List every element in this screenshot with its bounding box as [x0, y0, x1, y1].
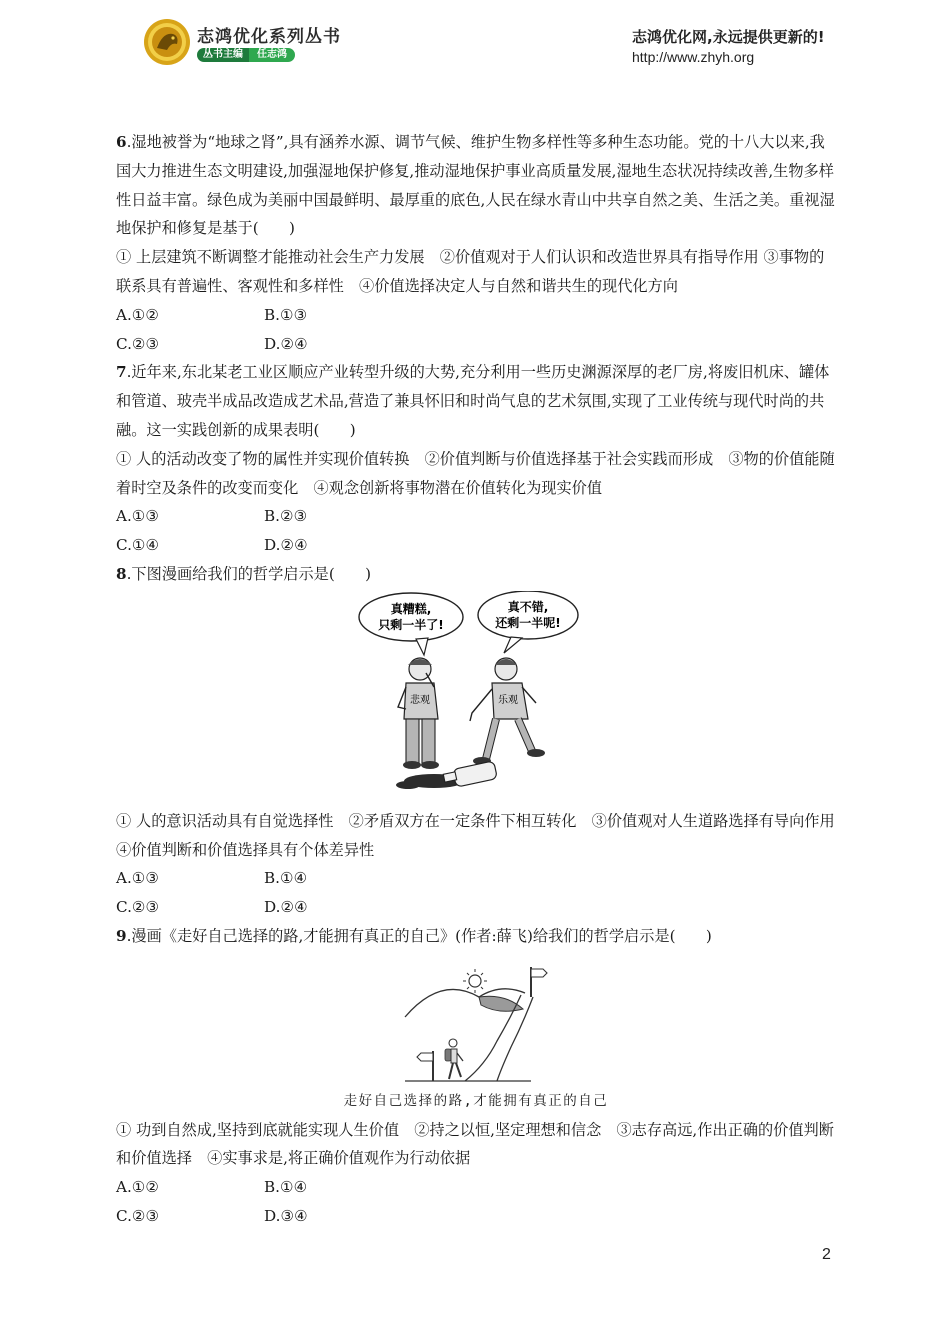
option-d: D.②④	[264, 334, 308, 353]
question-8-statements: ① 人的意识活动具有自觉选择性 ②矛盾双方在一定条件下相互转化 ③价值观对人生道路选择有导向作用 ④价值判断和价值选择具有个体差异性	[116, 811, 850, 859]
left-bubble-line2: 只剩一半了!	[378, 617, 444, 632]
question-7-stem: 7.近年来,东北某老工业区顺应产业转型升级的大势,充分利用一些历史渊源深厚的老厂房,将废旧机床、罐体和管道、玻壳半成品改造成艺术品,营造了兼具怀旧和时尚气息的艺术氛围,实现了工业传统与现代时尚的共融。这一实践创新的成果表明( )	[116, 363, 830, 439]
question-6-options-row2	[116, 330, 836, 359]
optimist-shirt-label: 乐观	[498, 694, 518, 706]
option-d: D.③④	[264, 1206, 308, 1225]
question-6-stem: 6.湿地被誉为“地球之肾”,具有涵养水源、调节气候、维护生物多样性等多种生态功能。党的十八大以来,我国大力推进生态文明建设,加强湿地保护修复,推动湿地保护事业高质量发展,湿地生态状况持续改善,生物多样性日益丰富。绿色成为美丽中国最鲜明、最厚重的底色,人民在绿水青山中共享自然之美、生活之美。重视湿地保护和修复是基于( )	[116, 133, 835, 238]
right-bubble-line1: 真不错,	[507, 599, 549, 614]
page-number: 2	[822, 1246, 831, 1263]
option-b: B.①③	[264, 305, 308, 324]
question-9-options-row2	[116, 1202, 836, 1231]
question-7-statements: ① 人的活动改变了物的属性并实现价值转换 ②价值判断与价值选择基于社会实践而形成 ③物的价值能随着时空及条件的改变而变化 ④观念创新将事物潜在价值转化为现实价值	[116, 449, 835, 497]
question-6-statements: ① 上层建筑不断调整才能推动社会生产力发展 ②价值观对于人们认识和改造世界具有指导作用 ③事物的联系具有普遍性、客观性和多样性 ④价值选择决定人与自然和谐共生的现代化方向	[116, 248, 825, 295]
hiker-figure	[445, 1039, 463, 1079]
option-d: D.②④	[264, 536, 308, 555]
right-bubble-line2: 还剩一半呢!	[495, 615, 561, 630]
question-9-statements: ① 功到自然成,坚持到底就能实现人生价值 ②持之以恒,坚定理想和信念 ③志存高远,作出正确的价值判断和价值选择 ④实事求是,将正确价值观作为行动依据	[116, 1120, 834, 1168]
option-a: A.①②	[116, 305, 160, 324]
question-8-stem: 8.下图漫画给我们的哲学启示是( )	[116, 564, 372, 583]
pessimist-shirt-label: 悲观	[410, 694, 430, 706]
cartoon-illustration	[346, 591, 606, 801]
pessimist-figure	[398, 658, 439, 769]
document-body	[116, 128, 850, 1231]
signpost-top-icon	[531, 967, 547, 997]
question-6-options-row1	[116, 301, 836, 330]
question-7-options-row1	[116, 502, 836, 531]
option-b: B.①④	[264, 869, 308, 888]
signpost-bottom-icon	[417, 1051, 433, 1081]
header-slogan: 志鸿优化网,永远提供更新的!	[632, 28, 825, 46]
optimist-figure	[470, 658, 545, 765]
series-editor-badge	[197, 48, 295, 62]
option-a: A.①③	[116, 869, 160, 888]
hill-path-illustration	[401, 957, 551, 1085]
question-9-stem: 9.漫画《走好自己选择的路,才能拥有真正的自己》(作者:薛飞)给我们的哲学启示是( )	[116, 926, 712, 945]
publisher-logo-icon	[143, 18, 191, 66]
left-bubble-line1: 真糟糕,	[390, 601, 432, 616]
question-7-options-row2	[116, 531, 836, 560]
option-a: A.①②	[116, 1178, 160, 1197]
option-d: D.②④	[264, 898, 308, 917]
option-a: A.①③	[116, 507, 160, 526]
hiking-path-cartoon	[116, 957, 836, 1085]
option-c: C.①④	[116, 536, 160, 555]
editor-label: 丛书主编	[197, 48, 249, 62]
question-8-options-row1	[116, 864, 836, 893]
header-url: http://www.zhyh.org	[632, 49, 755, 65]
cartoon-caption: 走好自己选择的路,才能拥有真正的自己	[343, 1092, 609, 1109]
option-c: C.②③	[116, 334, 160, 353]
option-b: B.②③	[264, 507, 308, 526]
sun-icon	[463, 969, 487, 993]
brand-title: 志鸿优化系列丛书	[197, 27, 341, 47]
half-bottle-cartoon	[116, 591, 836, 801]
option-b: B.①④	[264, 1178, 308, 1197]
question-9-options-row1	[116, 1173, 836, 1202]
option-c: C.②③	[116, 898, 160, 917]
question-8-options-row2	[116, 893, 836, 922]
option-c: C.②③	[116, 1206, 160, 1225]
page-header	[0, 0, 950, 80]
editor-name: 任志鸿	[249, 48, 295, 62]
